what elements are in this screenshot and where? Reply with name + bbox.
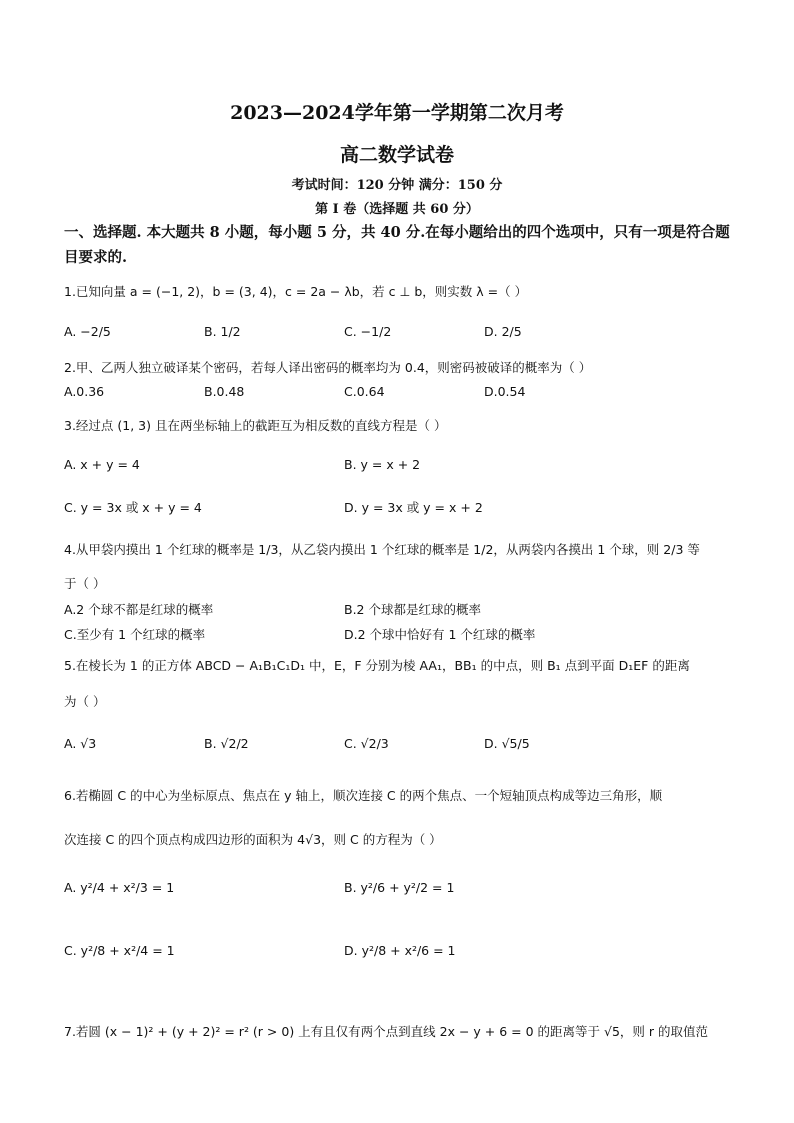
question-1-stem: 1.已知向量 a = (−1, 2)，b = (3, 4)，c = 2a − λb，若 c ⊥ b，则实数 λ =（ ） xyxy=(64,284,528,299)
question-6-option-b: B. y²/6 + y²/2 = 1 xyxy=(344,880,455,895)
question-2-option-d: D.0.54 xyxy=(484,384,526,399)
question-7-stem: 7.若圆 (x − 1)² + (y + 2)² = r² (r > 0) 上有且仅有两个点到直线 2x − y + 6 = 0 的距离等于 √5，则 r 的取值范 xyxy=(64,1024,709,1039)
question-3-option-b: B. y = x + 2 xyxy=(344,457,421,472)
question-6-stem-line1: 6.若椭圆 C 的中心为坐标原点、焦点在 y 轴上，顺次连接 C 的两个焦点、一个短轴顶点构成等边三角形，顺 xyxy=(64,788,663,803)
question-4-option-a: A.2 个球不都是红球的概率 xyxy=(64,602,214,617)
question-5-stem-line1: 5.在棱长为 1 的正方体 ABCD − A₁B₁C₁D₁ 中，E，F 分别为棱 AA₁，BB₁ 的中点，则 B₁ 点到平面 D₁EF 的距离 xyxy=(64,658,690,673)
question-4-option-b: B.2 个球都是红球的概率 xyxy=(344,602,481,617)
question-1-option-c: C. −1/2 xyxy=(344,324,392,339)
question-5-option-d: D. √5/5 xyxy=(484,736,530,751)
question-3-option-d: D. y = 3x 或 y = x + 2 xyxy=(344,500,483,515)
question-2-option-a: A.0.36 xyxy=(64,384,105,399)
question-1-option-b: B. 1/2 xyxy=(204,324,241,339)
question-3-option-c: C. y = 3x 或 x + y = 4 xyxy=(64,500,202,515)
question-3-stem: 3.经过点 (1, 3) 且在两坐标轴上的截距互为相反数的直线方程是（ ） xyxy=(64,418,447,433)
question-5-option-b: B. √2/2 xyxy=(204,736,249,751)
question-4-option-d: D.2 个球中恰好有 1 个红球的概率 xyxy=(344,627,536,642)
question-6-option-a: A. y²/4 + x²/3 = 1 xyxy=(64,880,175,895)
question-6-option-c: C. y²/8 + x²/4 = 1 xyxy=(64,943,175,958)
question-2-option-b: B.0.48 xyxy=(204,384,245,399)
exam-info: 考试时间：120 分钟 满分：150 分 xyxy=(291,178,503,193)
question-4-option-c: C.至少有 1 个红球的概率 xyxy=(64,627,206,642)
question-5-stem-line2: 为（ ） xyxy=(64,694,106,709)
question-6-stem-line2: 次连接 C 的四个顶点构成四边形的面积为 4√3，则 C 的方程为（ ） xyxy=(64,832,442,847)
section-heading: 一、选择题. 本大题共 8 小题，每小题 5 分，共 40 分.在每小题给出的四个选项中，只有一项是符合题目要求的. xyxy=(64,224,730,266)
question-4-stem-line1: 4.从甲袋内摸出 1 个红球的概率是 1/3，从乙袋内摸出 1 个红球的概率是 1/2，从两袋内各摸出 1 个球，则 2/3 等 xyxy=(64,542,700,557)
question-1-option-a: A. −2/5 xyxy=(64,324,111,339)
question-2-option-c: C.0.64 xyxy=(344,384,385,399)
question-3-option-a: A. x + y = 4 xyxy=(64,457,140,472)
exam-subtitle: 高二数学试卷 xyxy=(339,144,454,166)
exam-title: 2023—2024学年第一学期第二次月考 xyxy=(230,102,564,124)
question-5-option-a: A. √3 xyxy=(64,736,97,751)
question-4-stem-line2: 于（ ） xyxy=(64,576,106,591)
volume-heading: 第 I 卷（选择题 共 60 分） xyxy=(315,202,479,217)
question-1-option-d: D. 2/5 xyxy=(484,324,522,339)
question-6-option-d: D. y²/8 + x²/6 = 1 xyxy=(344,943,456,958)
question-5-option-c: C. √2/3 xyxy=(344,736,389,751)
question-2-stem: 2.甲、乙两人独立破译某个密码，若每人译出密码的概率均为 0.4，则密码被破译的概率为（ ） xyxy=(64,360,592,375)
